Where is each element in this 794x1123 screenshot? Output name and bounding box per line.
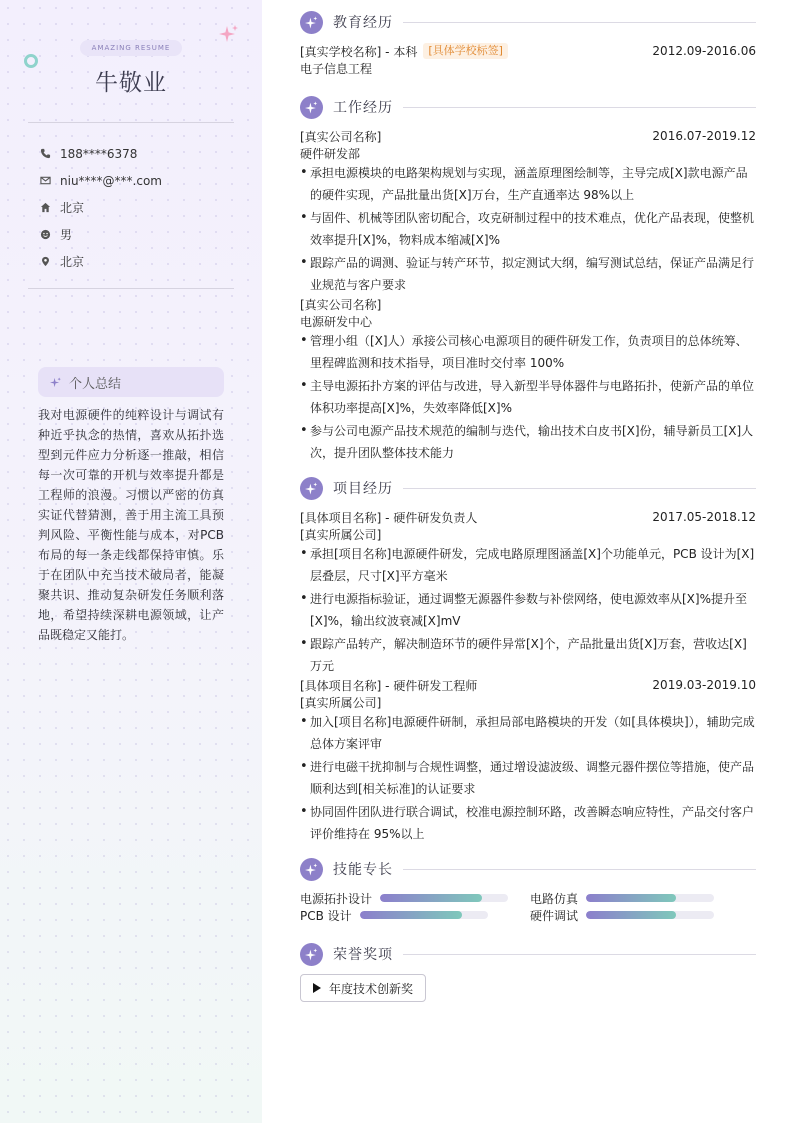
gender-icon: [40, 229, 51, 240]
job-department: 硬件研发部: [300, 147, 361, 161]
sparkle-icon: [305, 863, 318, 876]
section-projects: [300, 476, 756, 500]
skill-bar: [586, 894, 714, 902]
job-department: 电源研发中心: [300, 315, 373, 329]
section-skills: [300, 857, 756, 881]
list-item: • 跟踪产品转产，解决制造环节的硬件异常[X]个，产品批量出货[X]万套，营收达[X]万元: [300, 633, 756, 677]
contact-home: [40, 194, 162, 221]
mail-icon: [40, 175, 51, 186]
list-item: • 进行电磁干扰抑制与合规性调整，通过增设滤波级、调整元器件摆位等措施，使产品顺利达到[相关标准]的认证要求: [300, 756, 756, 800]
section-title: 教育经历: [333, 15, 393, 31]
project-company: [真实所属公司]: [300, 528, 382, 542]
section-work: [300, 95, 756, 119]
section-divider: [403, 107, 756, 108]
gender-text: 男: [60, 228, 73, 242]
sparkle-icon: [305, 482, 318, 495]
job-bullets: [300, 330, 756, 465]
list-item: • 参与公司电源产品技术规范的编制与迭代，输出技术白皮书[X]份，辅导新员工[X]人次，提升团队整体技术能力: [300, 420, 756, 464]
section-honors: [300, 942, 756, 966]
section-badge-icon: [300, 11, 323, 34]
phone-icon: [40, 148, 51, 159]
contact-email: [40, 167, 162, 194]
summary-heading: [38, 367, 224, 397]
job-header: [300, 127, 756, 145]
section-divider: [403, 869, 756, 870]
school-tag: [具体学校标签]: [423, 43, 508, 59]
section-title: 技能专长: [333, 862, 393, 878]
candidate-name: 牛敬业: [95, 70, 167, 96]
award-item: [300, 974, 426, 1002]
home-icon: [40, 202, 51, 213]
summary-title: 个人总结: [69, 376, 122, 392]
skill-bar: [586, 911, 714, 919]
skill-bar-fill: [360, 911, 462, 919]
resume-badge: AMAZING RESUME: [80, 40, 182, 56]
sparkle-icon: [305, 948, 318, 961]
sparkle-decoration-icon: [219, 24, 239, 44]
skill-name: 电路仿真: [530, 891, 579, 906]
sparkle-icon: [305, 16, 318, 29]
job-date: 2016.07-2019.12: [652, 129, 756, 143]
job-bullets: [300, 162, 756, 297]
location-text: 北京: [60, 255, 85, 269]
education-entry: [300, 42, 756, 60]
list-item: • 协同固件团队进行联合调试，校准电源控制环路，改善瞬态响应特性，产品交付客户评价维持在 95%以上: [300, 801, 756, 845]
award-name: 年度技术创新奖: [329, 981, 414, 996]
location-pin-icon: [40, 256, 51, 267]
play-triangle-icon: [313, 983, 321, 993]
phone-text: 188****6378: [60, 146, 138, 161]
job-header: [300, 295, 756, 313]
section-title: 荣誉奖项: [333, 947, 393, 963]
project-header: [300, 676, 756, 694]
project-date: 2017.05-2018.12: [652, 510, 756, 524]
project-header: [300, 508, 756, 526]
sidebar: [0, 0, 262, 1123]
contact-phone: [40, 140, 162, 167]
list-item: • 承担电源模块的电路架构规划与实现，涵盖原理图绘制等，主导完成[X]款电源产品的硬件实现，产品批量出货[X]万台，生产直通率达 98%以上: [300, 162, 756, 206]
project-name: [具体项目名称] - 硬件研发负责人: [300, 510, 478, 525]
section-divider: [403, 22, 756, 23]
skill-bar: [380, 894, 508, 902]
email-text: niu****@***.com: [60, 173, 162, 188]
skill-bar-fill: [380, 894, 482, 902]
project-company: [真实所属公司]: [300, 696, 382, 710]
divider: [28, 288, 234, 289]
list-item: • 主导电源拓扑方案的评估与改进，导入新型半导体器件与电路拓扑，使新产品的单位体积功率提高[X]%，失效率降低[X]%: [300, 375, 756, 419]
section-divider: [403, 954, 756, 955]
list-item: • 进行电源指标验证，通过调整无源器件参数与补偿网络，使电源效率从[X]%提升至[X]%，输出纹波衰减[X]mV: [300, 588, 756, 632]
section-badge-icon: [300, 858, 323, 881]
project-bullets: [300, 543, 756, 678]
home-text: 北京: [60, 201, 85, 215]
list-item: • 承担[项目名称]电源硬件研发，完成电路原理图涵盖[X]个功能单元，PCB 设计为[X]层叠层，尺寸[X]平方毫米: [300, 543, 756, 587]
section-title: 工作经历: [333, 100, 393, 116]
list-item: • 加入[项目名称]电源硬件研制，承担局部电路模块的开发（如[具体模块]），辅助完成总体方案评审: [300, 711, 756, 755]
education-major: 电子信息工程: [300, 62, 373, 76]
section-badge-icon: [300, 943, 323, 966]
section-divider: [403, 488, 756, 489]
list-item: • 与固件、机械等团队密切配合，攻克研制过程中的技术难点，优化产品表现，使整机效率提升[X]%，物料成本缩减[X]%: [300, 207, 756, 251]
list-item: • 管理小组（[X]人）承接公司核心电源项目的硬件研发工作，负责项目的总体统筹、里程碑监测和技术指导，项目准时交付率 100%: [300, 330, 756, 374]
skill-bar-fill: [586, 911, 676, 919]
skill-item: [300, 890, 508, 906]
divider: [28, 122, 234, 123]
company-name: [真实公司名称]: [300, 297, 382, 312]
skill-item: [530, 890, 714, 906]
sparkle-icon: [305, 101, 318, 114]
project-date: 2019.03-2019.10: [652, 678, 756, 692]
skill-bar: [360, 911, 488, 919]
skill-name: 硬件调试: [530, 908, 579, 923]
skill-name: 电源拓扑设计: [300, 891, 373, 906]
project-name: [具体项目名称] - 硬件研发工程师: [300, 678, 478, 693]
skill-bar-fill: [586, 894, 676, 902]
contact-list: [40, 140, 162, 275]
skill-name: PCB 设计: [300, 908, 352, 923]
school-name: [真实学校名称] - 本科: [300, 44, 418, 59]
sparkle-icon: [50, 377, 61, 388]
company-name: [真实公司名称]: [300, 129, 382, 144]
section-education: [300, 10, 756, 34]
list-item: • 跟踪产品的调测、验证与转产环节，拟定测试大纲，编写测试总结，保证产品满足行业规范与客户要求: [300, 252, 756, 296]
section-badge-icon: [300, 96, 323, 119]
skill-item: [530, 907, 714, 923]
summary-text: 我对电源硬件的纯粹设计与调试有种近乎执念的热情，喜欢从拓扑选型到元件应力分析逐一推敲，相信每一次可靠的开机与效率提升都是工程师的浪漫。习惯以严密的仿真实证代替猜测，善于用主流工具预判风险、平衡性能与成本，对PCB布局的每一条走线都保持审慎。乐于在团队中充当技术破局者，能凝聚共识、推动复杂研发任务顺利落地，希望持续深耕电源领域，让产品既稳定又能打。: [38, 408, 224, 642]
section-title: 项目经历: [333, 481, 393, 497]
contact-gender: [40, 221, 162, 248]
contact-location: [40, 248, 162, 275]
section-badge-icon: [300, 477, 323, 500]
skill-item: [300, 907, 488, 923]
project-bullets: [300, 711, 756, 846]
education-date: 2012.09-2016.06: [652, 44, 756, 58]
